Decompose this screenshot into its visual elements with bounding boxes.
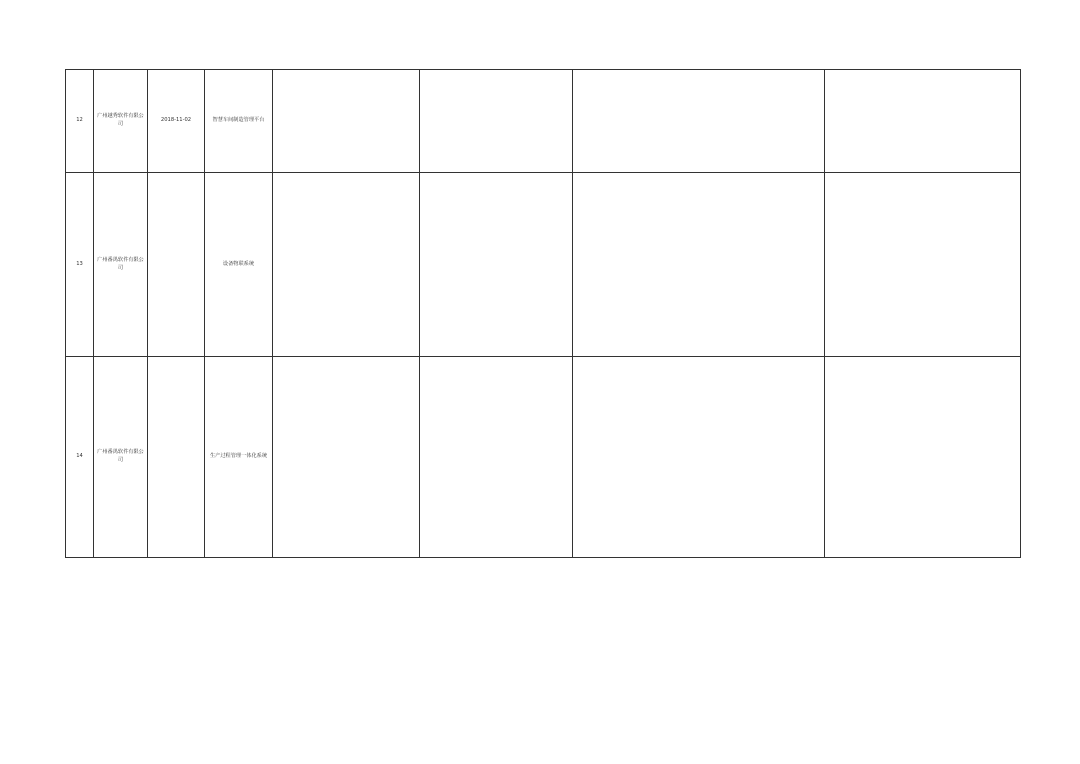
date-cell (148, 173, 205, 357)
system-name: 智慧车间制造管理平台 (205, 70, 273, 173)
row-number: 13 (66, 173, 94, 357)
modules-cell (825, 357, 1021, 558)
summary-cell (573, 357, 825, 558)
system-name: 设备物联系统 (205, 173, 273, 357)
summary-cell (573, 70, 825, 173)
table-row (66, 173, 1021, 357)
table-row (66, 357, 1021, 558)
solution-cell (420, 173, 573, 357)
solution-cell (420, 357, 573, 558)
solution-cell (420, 70, 573, 173)
date-cell: 2018-11-02 (148, 70, 205, 173)
row-number: 12 (66, 70, 94, 173)
row-number: 14 (66, 357, 94, 558)
organization-name: 广州番禺软件有限公司 (94, 173, 148, 357)
requirements-cell (273, 70, 420, 173)
organization-name: 广州番禺软件有限公司 (94, 357, 148, 558)
table-row (66, 70, 1021, 173)
requirements-cell (273, 357, 420, 558)
summary-cell (573, 173, 825, 357)
date-cell (148, 357, 205, 558)
requirements-table (65, 69, 1021, 558)
organization-name: 广州越秀软件有限公司 (94, 70, 148, 173)
modules-cell (825, 70, 1021, 173)
requirements-cell (273, 173, 420, 357)
modules-cell (825, 173, 1021, 357)
system-name: 生产过程管理一体化系统 (205, 357, 273, 558)
